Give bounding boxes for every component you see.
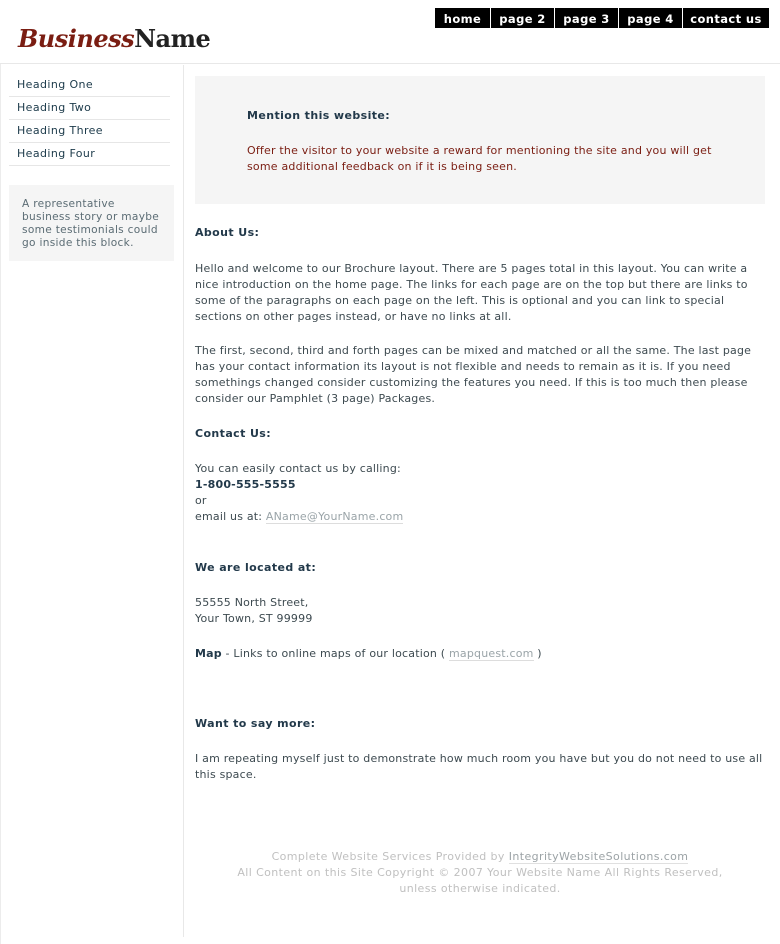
about-heading: About Us: [195,226,260,239]
more-text: I am repeating myself just to demonstrate how much room you have but you do not need to use all this space. [195,752,763,781]
footer-copyright: All Content on this Site Copyright © 2007 Your Website Name All Rights Reserved, [237,866,723,879]
map-text: - Links to online maps of our location ( [225,647,446,660]
header [0,0,780,64]
contact-email-label: email us at: [195,510,263,523]
contact-block [195,461,765,525]
location-city: Your Town, ST 99999 [195,612,313,625]
sidebar-item-heading-four[interactable]: Heading Four [9,143,170,166]
footer [195,849,765,897]
top-navigation [435,8,769,28]
footer-disclaimer: unless otherwise indicated. [399,882,561,895]
map-label: Map [195,647,222,660]
nav-page-2[interactable]: page 2 [491,8,554,28]
sidebar-item-heading-three[interactable]: Heading Three [9,120,170,143]
contact-phone: 1-800-555-5555 [195,478,296,491]
promo-title: Mention this website: [247,109,391,122]
about-paragraph-2: The first, second, third and forth pages can be mixed and matched or all the same. The last page has your contact information its layout is not flexible and needs to remain as it is. If you need somethings changed consider customizing the features you need. If this is too much then please consider our Pamphlet (3 page) Packages. [195,344,752,405]
contact-email-link[interactable]: AName@YourName.com [265,510,404,523]
contact-heading: Contact Us: [195,427,272,440]
sidebar-navigation [9,74,170,166]
nav-page-4[interactable]: page 4 [619,8,682,28]
location-address [195,595,765,627]
sidebar-item-heading-one[interactable]: Heading One [9,74,170,97]
nav-contact-us[interactable]: contact us [683,8,769,28]
about-paragraph-1: Hello and welcome to our Brochure layout. There are 5 pages total in this layout. You can write a nice introduction on the home page. The links for each page are on the top but there are links to some of the paragraphs on each page on the left. This is optional and you can link to special sections on other pages instead, or have no links at all. [195,262,748,323]
logo-part-one: Business [18,24,135,53]
nav-page-3[interactable]: page 3 [555,8,618,28]
location-heading: We are located at: [195,561,317,574]
main-content [195,76,765,781]
promo-text: Offer the visitor to your website a reward for mentioning the site and you will get some additional feedback on if it is being seen. [247,144,712,173]
sidebar-item-heading-two[interactable]: Heading Two [9,97,170,120]
sidebar [0,65,184,937]
logo-part-two: Name [134,24,211,53]
location-map-line [195,646,765,662]
contact-call-text: You can easily contact us by calling: [195,462,401,475]
footer-credit-link[interactable]: IntegrityWebsiteSolutions.com [508,850,689,863]
more-heading: Want to say more: [195,717,316,730]
mapquest-link[interactable]: mapquest.com [448,647,534,660]
map-close: ) [537,647,542,660]
footer-credit-text: Complete Website Services Provided by [271,850,505,863]
nav-home[interactable]: home [435,8,490,28]
promo-box [195,76,765,204]
contact-or: or [195,494,207,507]
sidebar-story-block: A representative business story or maybe some testimonials could go inside this block. [9,185,174,261]
location-street: 55555 North Street, [195,596,309,609]
logo[interactable] [18,24,210,53]
